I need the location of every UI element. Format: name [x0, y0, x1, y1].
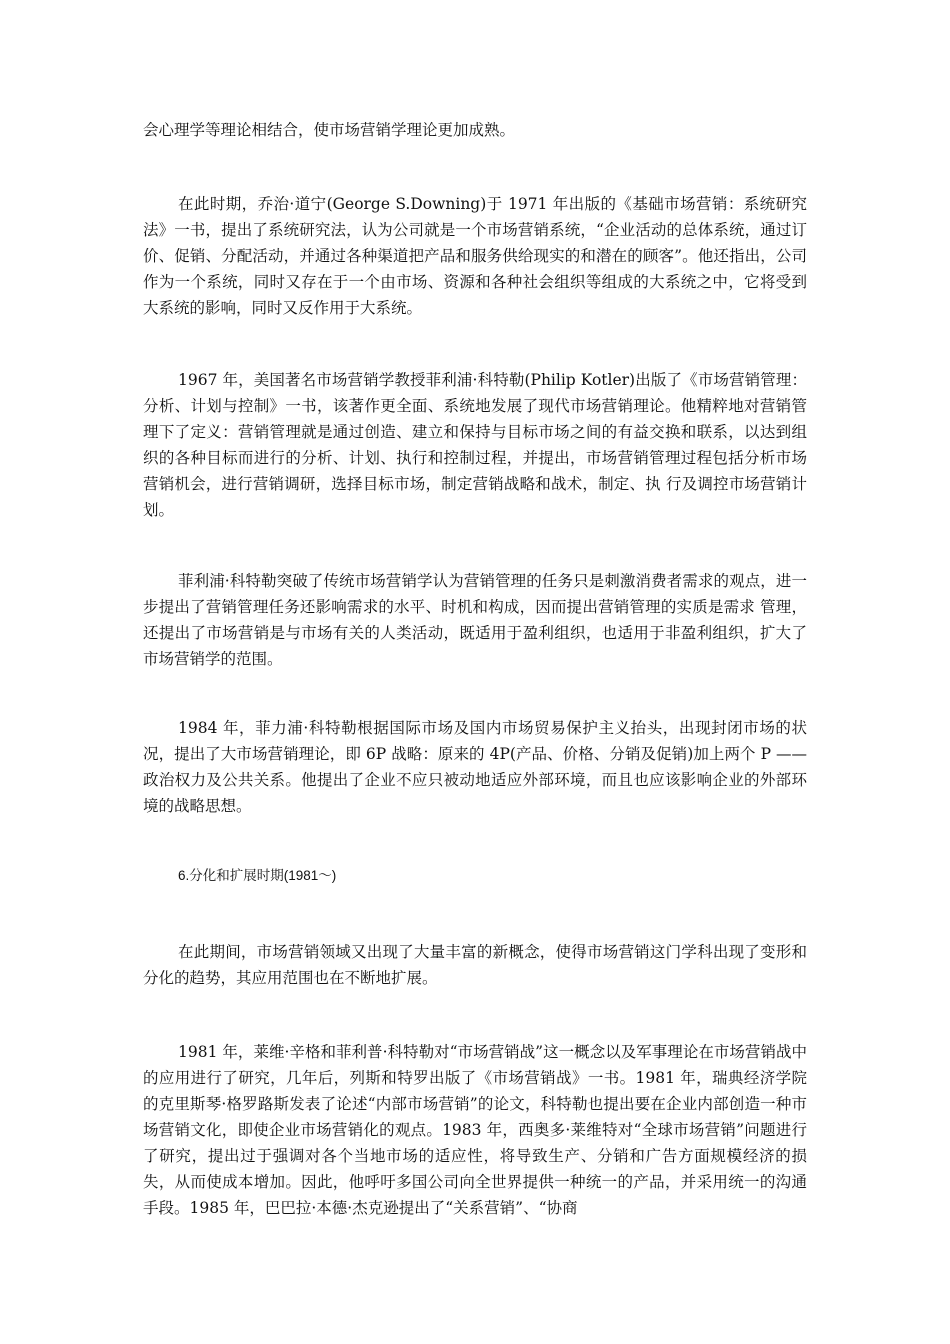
paragraph-downing: 在此时期，乔治·道宁(George S.Downing)于 1971 年出版的《基础市场营销：系统研究法》一书，提出了系统研究法，认为公司就是一个市场营销系统，“企业活动的总体系统，通过订价、促销、分配活动，并通过各种渠道把产品和服务供给现实的和潜在的顾客”。他还指出，公司作为一个系统，同时又存在于一个由市场、资源和各种社会组织等组成的大系统之中，它将受到大系统的影响，同时又反作用于大系统。: [143, 195, 807, 317]
paragraph-new-concepts: 在此期间，市场营销领域又出现了大量丰富的新概念，使得市场营销这门学科出现了变形和分化的趋势，其应用范围也在不断地扩展。: [143, 943, 807, 987]
paragraph-kotler-1967: 1967 年，美国著名市场营销学教授菲利浦·科特勒(Philip Kotler)出版了《市场营销管理：分析、计划与控制》一书，该著作更全面、系统地发展了现代市场营销理论。他精粹地对营销管理下了定义：营销管理就是通过创造、建立和保持与目标市场之间的有益交换和联系，以达到组织的各种目标而进行的分析、计划、执行和控制过程，并提出，市场营销管理过程包括分析市场营销机会，进行营销调研，选择目标市场，制定营销战略和战术，制定、执 行及调控市场营销计划。: [143, 371, 807, 519]
section-heading: 6.分化和扩展时期(1981～): [178, 868, 337, 883]
paragraph-1981-marketing-warfare: 1981 年，莱维·辛格和菲利普·科特勒对“市场营销战”这一概念以及军事理论在市场营销战中的应用进行了研究，几年后，列斯和特罗出版了《市场营销战》一书。1981 年，瑞典经济学院的克里斯琴·格罗路斯发表了论述“内部市场营销”的论文，科特勒也提出要在企业内部创造一种市场营销文化，即使企业市场营销化的观点。1983 年，西奥多·莱维特对“全球市场营销”问题进行了研究，提出过于强调对各个当地市场的适应性，将导致生产、分销和广告方面规模经济的损失，从而使成本增加。因此，他呼吁多国公司向全世界提供一种统一的产品，并采用统一的沟通手段。1985 年，巴巴拉·本德·杰克逊提出了“关系营销”、“协商: [143, 1043, 807, 1217]
paragraph-1984-megamarketing: 1984 年，菲力浦·科特勒根据国际市场及国内市场贸易保护主义抬头，出现封闭市场的状况，提出了大市场营销理论，即 6P 战略：原来的 4P(产品、价格、分销及促销)加上两个 P ——政治权力及公共关系。他提出了企业不应只被动地适应外部环境，而且也应该影响企业的外部环境的战略思想。: [143, 719, 807, 815]
paragraph-kotler-breakthrough: 菲利浦·科特勒突破了传统市场营销学认为营销管理的任务只是刺激消费者需求的观点，进一步提出了营销管理任务还影响需求的水平、时机和构成，因而提出营销管理的实质是需求 管理，还提出了市场营销是与市场有关的人类活动，既适用于盈利组织，也适用于非盈利组织，扩大了市场营销学的范围。: [143, 572, 807, 668]
paragraph-continuation: 会心理学等理论相结合，使市场营销学理论更加成熟。: [143, 121, 516, 139]
